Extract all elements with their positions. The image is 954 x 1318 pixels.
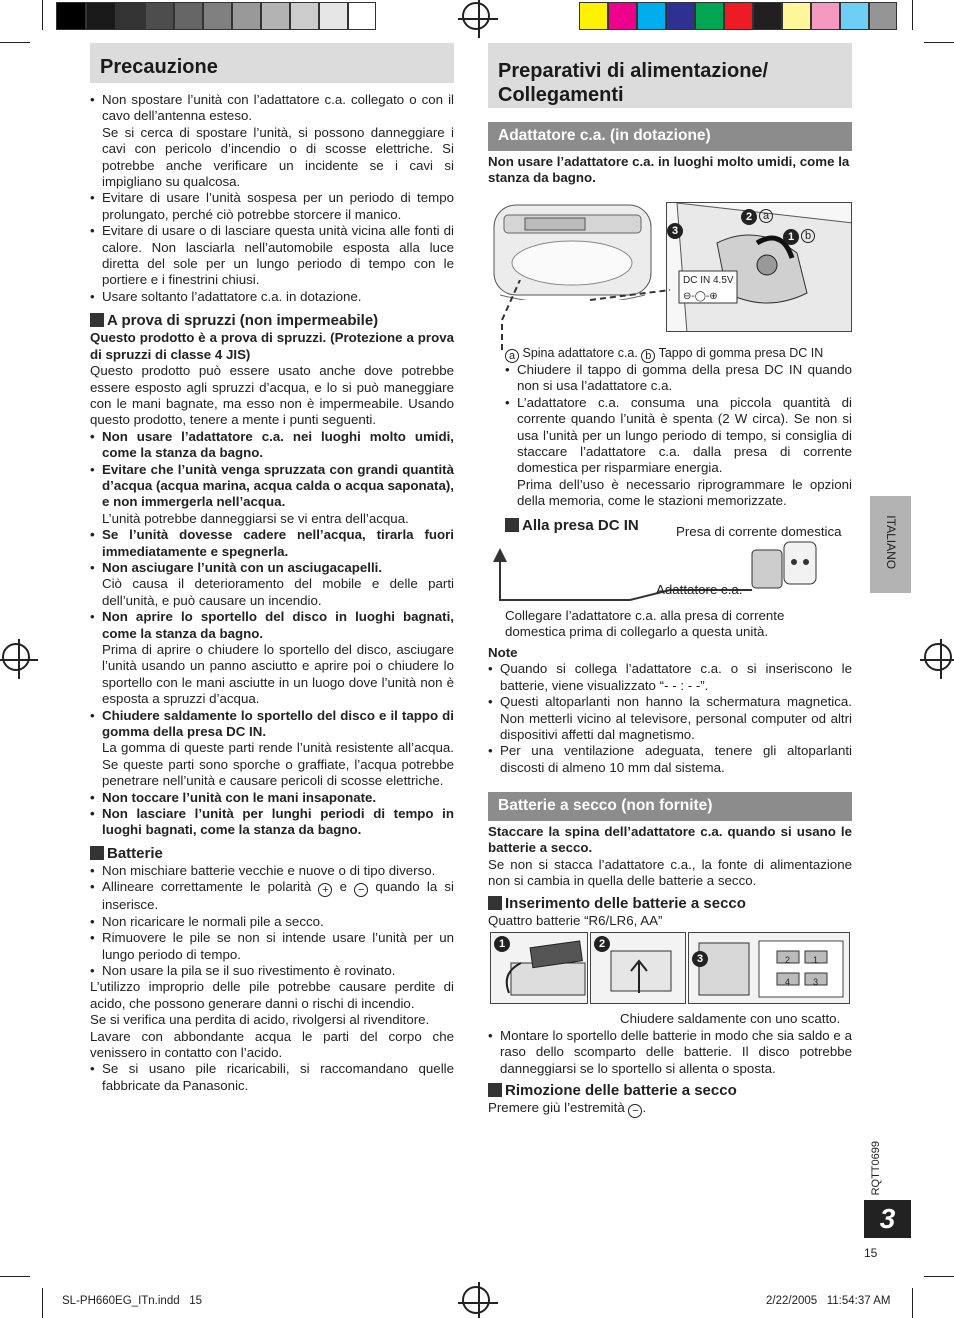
warning-text: Non usare l’adattatore c.a. in luoghi molto umidi, come la stanza da bagno. <box>488 154 850 186</box>
list-item: • Evitare di usare o di lasciare questa unità vicina alle fonti di calore. Non lasciarla nell’automobile esposta alla luce diretta del sole per un lungo periodo di tempo con le portiere e i finestrini chiusi. <box>90 223 454 289</box>
crop-mark <box>912 0 913 30</box>
battery-cell-label: 3 <box>813 977 819 987</box>
list-item: • Non lasciare l’unità per lunghi periodi di tempo in luoghi bagnati, come la stanza da bagno. <box>90 806 454 839</box>
precautions-column <box>90 92 454 1094</box>
step-number-3: 3 <box>667 223 683 239</box>
step-number-2: 2 <box>741 209 757 225</box>
paragraph: Quattro batterie “R6/LR6, AA” <box>488 912 663 928</box>
legend: a Spina adattatore c.a. b Tappo di gomma presa DC IN <box>505 345 855 363</box>
battery-cell-label: 4 <box>785 977 791 987</box>
plus-polarity-icon: + <box>318 883 332 897</box>
adapter-label: Adattatore c.a. <box>656 582 743 597</box>
square-bullet-icon <box>488 896 502 910</box>
crop-mark <box>912 1288 913 1318</box>
battery-insert-notes <box>488 1028 852 1118</box>
adapter-connection-illustration <box>490 540 820 612</box>
document-code: RQTT0699 <box>869 1141 882 1196</box>
crop-mark <box>0 42 30 43</box>
square-bullet-icon <box>488 1083 502 1097</box>
heading-batterie: Batterie <box>90 844 454 863</box>
paragraph: Questo prodotto può essere usato anche dove potrebbe essere esposto agli spruzzi d’acqua, e lo si può maneggiare con le mani bagnate, ma esso non è impermeabile. Usando questo prodotto, tenere a mente i punti seguenti. <box>90 363 454 428</box>
marker-b: b <box>801 229 815 243</box>
adapter-notes <box>505 362 852 510</box>
language-tab <box>870 496 911 593</box>
battery-step-3-illustration <box>688 932 850 1004</box>
connect-instruction: Collegare l’adattatore c.a. alla presa di corrente domestica prima di collegarlo a questa unità. <box>505 608 785 640</box>
marker-a: a <box>759 209 773 223</box>
list-item: • Non toccare l’unità con le mani insaponate. <box>90 790 454 806</box>
crop-mark <box>42 1288 43 1318</box>
paragraph: Lavare con abbondante acqua le parti del corpo che venissero in contatto con l’acido. <box>90 1028 454 1060</box>
heading-rimozione: Rimozione delle batterie a secco <box>488 1081 852 1100</box>
paragraph: L’utilizzo improprio delle pile potrebbe causare perdite di acido, che possono generare danni o rischi di incendio. <box>90 979 454 1011</box>
step-number-1: 1 <box>494 936 510 952</box>
battery-step-1-illustration <box>490 932 588 1004</box>
square-bullet-icon <box>505 518 519 532</box>
paragraph: Se non si stacca l’adattatore c.a., la fonte di alimentazione non si cambia in quella delle batterie a secco. <box>488 856 852 889</box>
outlet-label: Presa di corrente domestica <box>676 524 842 539</box>
page-number: 15 <box>864 1246 878 1260</box>
subheader-batterie: Batterie a secco (non fornite) <box>488 792 852 821</box>
dc-in-closeup-illustration <box>666 202 852 332</box>
battery-cell-label: 2 <box>785 955 791 965</box>
heading-dc-in: Alla presa DC IN <box>505 516 639 535</box>
crop-mark <box>0 1276 30 1277</box>
square-bullet-icon <box>90 313 104 327</box>
registration-mark-icon <box>924 643 952 671</box>
list-item: • Non aprire lo sportello del disco in luoghi bagnati, come la stanza da bagno. Prima di aprire o chiudere lo sportello del disco, asciugare l’unità usando un panno asciutto e aprire poi o chiudere lo sportello con le mani asciutte in un luogo dove l’unità non è esposta a spruzzi d’acqua. <box>90 609 454 707</box>
list-item: • Non ricaricare le normali pile a secco. <box>90 914 454 930</box>
list-item: • Per una ventilazione adeguata, tenere gli altoparlanti discosti di almeno 10 mm dal sistema. <box>488 743 852 776</box>
crop-mark <box>42 0 43 30</box>
page-badge: 3 <box>864 1200 911 1238</box>
dc-in-label: DC IN 4.5V <box>683 275 734 286</box>
list-item: • Montare lo sportello delle batterie in modo che sia saldo e a raso dello scomparto delle batterie. Il disco potrebbe danneggiarsi se lo sportello si allenta o sposta. <box>488 1028 852 1077</box>
snap-caption: Chiudere saldamente con uno scatto. <box>620 1011 841 1026</box>
section-title-preparativi: Preparativi di alimentazione/ Collegamenti <box>488 43 852 108</box>
list-item: • Se l’unità dovesse cadere nell’acqua, tirarla fuori immediatamente e spegnerla. <box>90 527 454 560</box>
list-item: • Non usare la pila se il suo rivestimento è rovinato. <box>90 963 454 979</box>
heading-inserimento: Inserimento delle batterie a secco <box>488 894 852 913</box>
footer-file-info: SL-PH660EG_ITn.indd 15 <box>62 1295 202 1307</box>
paragraph: Se si verifica una perdita di acido, rivolgersi al rivenditore. <box>90 1012 430 1028</box>
list-item: • Usare soltanto l’adattatore c.a. in dotazione. <box>90 289 454 305</box>
crop-mark <box>924 42 954 43</box>
step-number-3: 3 <box>692 951 708 967</box>
footer-timestamp: 2/22/2005 11:54:37 AM <box>766 1295 891 1307</box>
marker-b: b <box>641 349 655 363</box>
list-item: • Rimuovere le pile se non si intende usare l’unità per un lungo periodo di tempo. <box>90 930 454 963</box>
dc-polarity-icon: ⊖-◯-⊕ <box>683 291 718 302</box>
list-item: • Se si usano pile ricaricabili, si raccomandano quelle fabbricate da Panasonic. <box>90 1061 454 1094</box>
notes-title: Note <box>488 645 518 660</box>
registration-mark-icon <box>2 643 30 671</box>
list-item: • Allineare correttamente le polarità + e − quando la si inserisce. <box>90 879 454 913</box>
square-bullet-icon <box>90 846 104 860</box>
list-item: • Non spostare l’unità con l’adattatore c.a. collegato o con il cavo dell’antenna esteso. Se si cerca di spostare l’unità, si possono danneggiare i cavi con pericolo d’incendio o di scosse elettriche. Si potrebbe anche verificare un incidente se i cavi si impigliano su qualcosa. <box>90 92 454 190</box>
list-item: • Non usare l’adattatore c.a. nei luoghi molto umidi, come la stanza da bagno. <box>90 429 454 462</box>
marker-a: a <box>505 349 519 363</box>
paragraph: Premere giù l’estremità − . <box>488 1100 647 1118</box>
list-item: • Non asciugare l’unità con un asciugacapelli. Ciò causa il deterioramento del mobile e delle parti dell’unità, e può causare un incendio. <box>90 560 454 609</box>
battery-step-2-illustration <box>590 932 686 1004</box>
battery-intro <box>488 824 852 929</box>
registration-mark-icon <box>462 1286 490 1314</box>
crop-mark <box>924 1276 954 1277</box>
section-title-precauzione: Precauzione <box>90 43 454 83</box>
list-item: • Chiudere saldamente lo sportello del disco e il tappo di gomma della presa DC IN. La gomma di queste parti rende l’unità resistente all’acqua. Se queste parti sono sporche o graffiate, l’acqua potrebbe penetrare nell’unità e causare pericoli di scosse elettriche. <box>90 708 454 790</box>
language-tab-label: ITALIANO <box>884 515 899 570</box>
minus-polarity-icon: − <box>628 1104 642 1118</box>
heading-splash: A prova di spruzzi (non impermeabile) <box>90 311 454 330</box>
list-item: • L’adattatore c.a. consuma una piccola quantità di corrente quando l’unità è spenta (2 W circa). Se non si usa l’unità per un lungo periodo di tempo, si consiglia di staccare l’adattatore c.a. dalla presa di corrente domestica per risparmiare energia. Prima dell’uso è necessario riprogrammare le opzioni della memoria, come le stazioni memorizzate. <box>505 395 852 510</box>
subheader-adattatore: Adattatore c.a. (in dotazione) <box>488 122 852 151</box>
battery-cell-label: 1 <box>813 955 819 965</box>
dashed-connector-line <box>490 280 690 350</box>
minus-polarity-icon: − <box>354 883 368 897</box>
registration-mark-icon <box>462 2 490 30</box>
notes-block <box>488 645 852 776</box>
paragraph: Staccare la spina dell’adattatore c.a. quando si usano le batterie a secco. <box>488 824 852 856</box>
list-item: • Non mischiare batterie vecchie e nuove o di tipo diverso. <box>90 863 454 879</box>
step-number-1: 1 <box>783 229 799 245</box>
list-item: • Evitare di usare l’unità sospesa per un periodo di tempo prolungato, perché ciò potrebbe storcere il manico. <box>90 190 454 223</box>
list-item: • Evitare che l’unità venga spruzzata con grandi quantità d’acqua (acqua marina, acqua calda o acqua saponata), e non immergerla nell’acqua. L’unità potrebbe danneggiarsi se vi entra dell’acqua. <box>90 462 454 528</box>
list-item: • Questi altoparlanti non hanno la schermatura magnetica. Non metterli vicino al televisore, personal computer od altri dispositivi affetti dal magnetismo. <box>488 694 852 743</box>
paragraph: Questo prodotto è a prova di spruzzi. (Protezione a prova di spruzzi di classe 4 JIS) <box>90 330 454 362</box>
list-item: • Quando si collega l’adattatore c.a. o si inseriscono le batterie, viene visualizzato “- - : - -”. <box>488 661 852 694</box>
list-item: • Chiudere il tappo di gomma della presa DC IN quando non si usa l’adattatore c.a. <box>505 362 852 395</box>
step-number-2: 2 <box>594 936 610 952</box>
